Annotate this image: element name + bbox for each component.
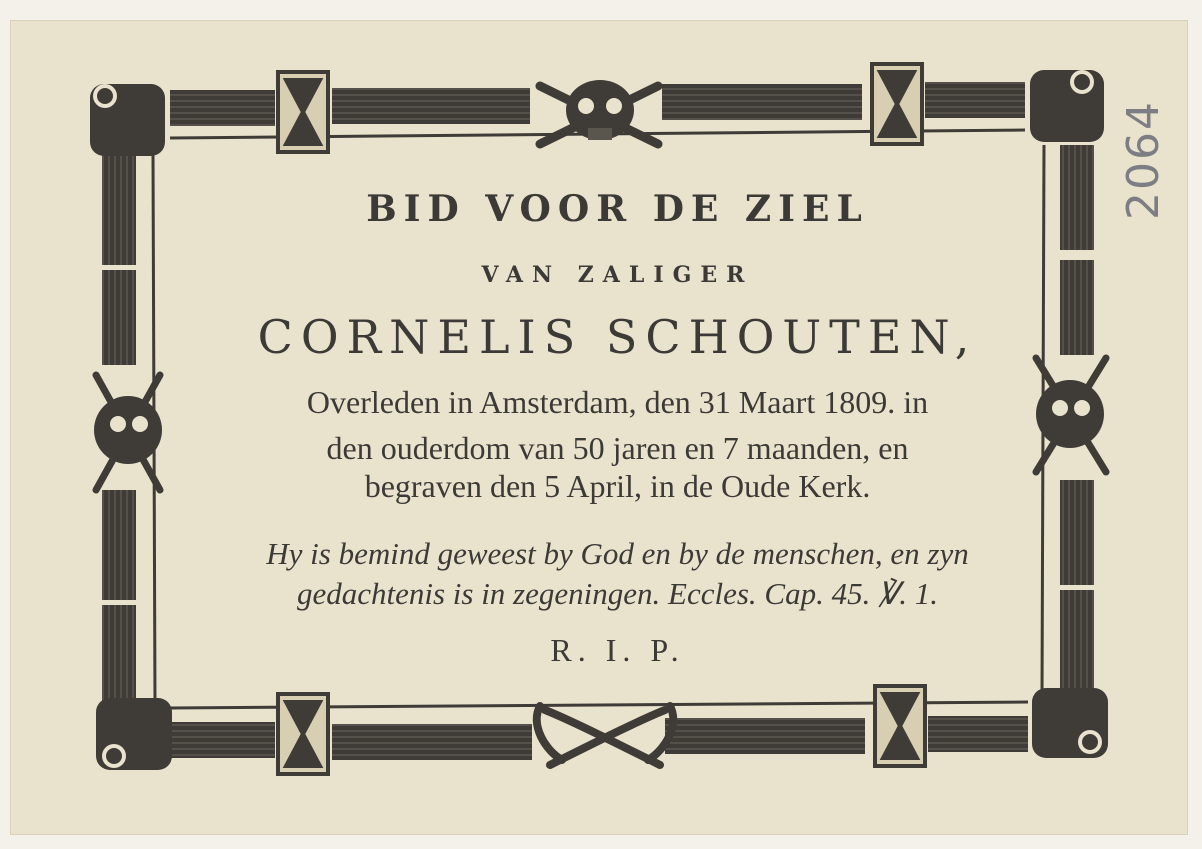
card-subtitle: VAN ZALIGER [481, 262, 754, 288]
hourglass-icon [278, 694, 328, 774]
corner-ornament-top-right [1030, 70, 1104, 142]
scripture-line: gedachtenis is in zegeningen. Eccles. Cap. 45. ℣. 1. [296, 576, 939, 611]
hourglass-icon [278, 72, 328, 152]
hourglass-icon [875, 686, 925, 766]
scripture-line: Hy is bemind geweest by God en by de menschen, en zyn [266, 536, 969, 571]
decorative-border [10, 20, 1188, 835]
age-details-line: den ouderdom van 50 jaren en 7 maanden, en [326, 430, 909, 466]
skull-crossbones-icon [540, 80, 658, 144]
corner-ornament-bottom-right [1032, 688, 1108, 758]
crossed-scythes-icon [537, 706, 673, 765]
handwritten-annotation: 2064 [1118, 100, 1169, 220]
card-title: BID VOOR DE ZIEL [366, 188, 869, 230]
deceased-name: CORNELIS SCHOUTEN, [257, 310, 978, 364]
rip-closing: R. I. P. [550, 632, 685, 668]
corner-ornament-bottom-left [96, 698, 172, 770]
memorial-card [10, 20, 1188, 835]
burial-details-line: begraven den 5 April, in de Oude Kerk. [364, 468, 871, 504]
death-details-line: Overleden in Amsterdam, den 31 Maart 1809. in [306, 384, 929, 420]
corner-ornament-top-left [90, 84, 165, 156]
hourglass-icon [872, 64, 922, 144]
skull-icon [94, 375, 162, 490]
